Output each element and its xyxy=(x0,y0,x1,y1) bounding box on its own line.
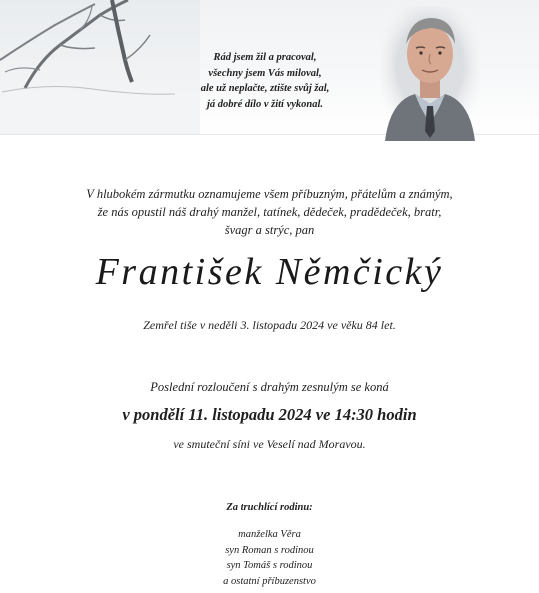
portrait-photo xyxy=(380,6,480,141)
poem-line: Rád jsem žil a pracoval, xyxy=(213,52,317,63)
announcement-intro xyxy=(40,185,499,239)
intro-line: V hlubokém zármutku oznamujeme všem příbuzným, přátelům a známým, xyxy=(86,187,453,201)
poem-line: ale už neplačte, ztište svůj žal, xyxy=(200,83,330,94)
mourner-item: manželka Věra xyxy=(238,529,301,540)
mourners-list xyxy=(0,527,539,589)
intro-line: švagr a strýc, pan xyxy=(224,223,315,237)
mourners-heading: Za truchlící rodinu: xyxy=(226,502,313,513)
poem-line: všechny jsem Vás miloval, xyxy=(208,67,322,79)
mourner-item: a ostatní příbuzenstvo xyxy=(223,575,316,587)
funeral-place: ve smuteční síni ve Veselí nad Moravou. xyxy=(173,437,366,451)
mourner-item: syn Tomáš s rodinou xyxy=(226,560,313,571)
memorial-poem xyxy=(160,50,370,112)
funeral-intro: Poslední rozloučení s drahým zesnulým se koná xyxy=(150,380,389,394)
death-notice: Zemřel tiše v neděli 3. listopadu 2024 ve věku 84 let. xyxy=(143,318,396,332)
poem-line: já dobré dílo v žití vykonal. xyxy=(206,98,324,110)
deceased-name: František Němčický xyxy=(95,251,444,293)
intro-line: že nás opustil náš drahý manžel, tatínek, dědeček, pradědeček, bratr, xyxy=(97,205,442,219)
mourner-item: syn Roman s rodinou xyxy=(225,544,314,556)
funeral-date-time: v pondělí 11. listopadu 2024 ve 14:30 hodin xyxy=(122,405,417,424)
